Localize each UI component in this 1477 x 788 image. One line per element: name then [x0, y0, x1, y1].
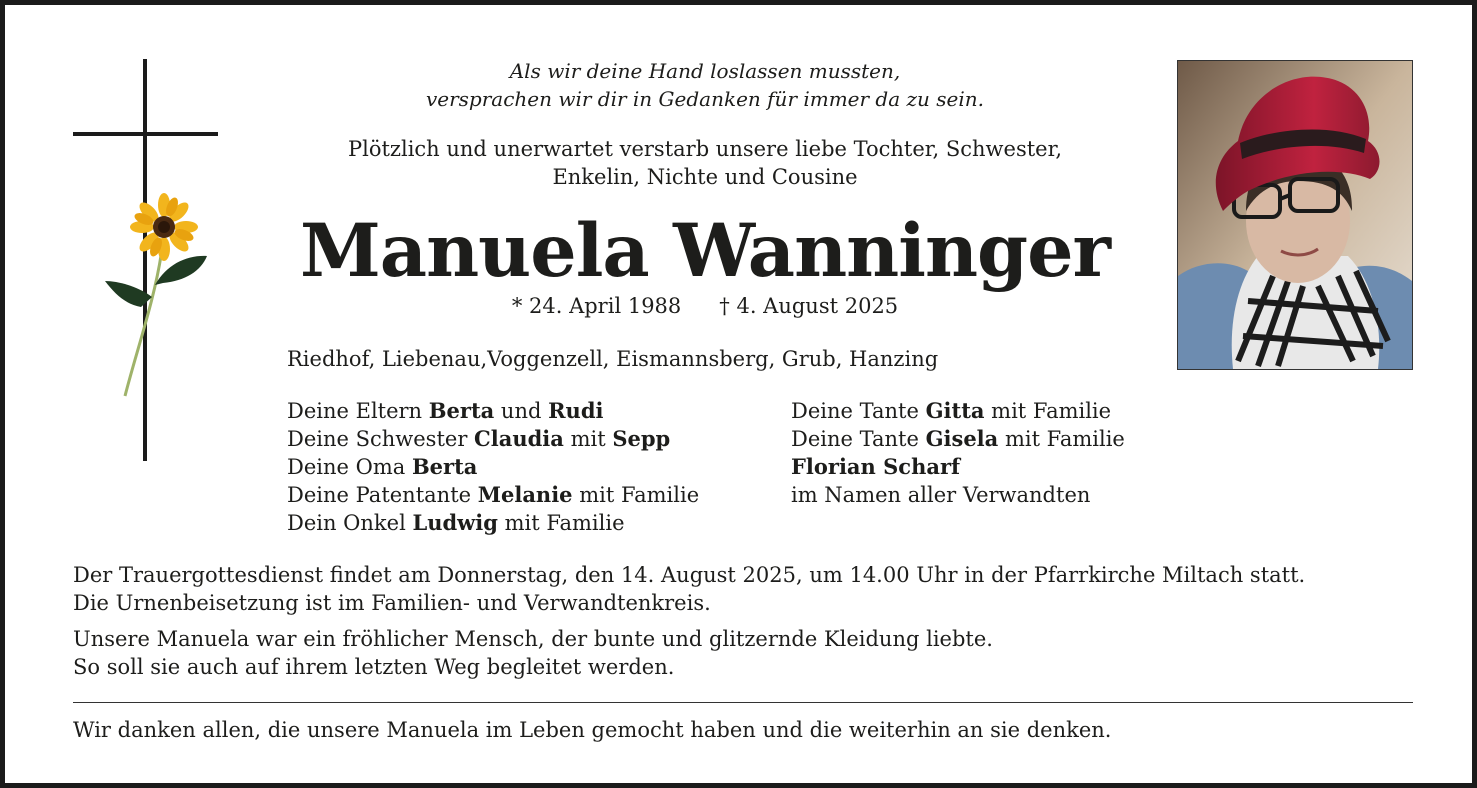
thanks-text: Wir danken allen, die unsere Manuela im Leben gemocht haben und die weiterhin an sie denken.	[73, 718, 1112, 742]
service-info	[73, 561, 1305, 617]
personal-remark	[73, 625, 993, 681]
mourner-line: Deine Tante Gisela mit Familie	[791, 426, 1125, 451]
places-list: Riedhof, Liebenau,Voggenzell, Eismannsberg, Grub, Hanzing	[287, 347, 939, 371]
mourner-line: Deine Eltern Berta und Rudi	[287, 398, 604, 423]
mourner-line: Deine Oma Berta	[287, 454, 478, 479]
sunflower-icon	[105, 193, 207, 396]
mourner-line: Dein Onkel Ludwig mit Familie	[287, 510, 625, 535]
intro-text	[255, 135, 1155, 191]
mourner-line: Deine Schwester Claudia mit Sepp	[287, 426, 671, 451]
cross-with-sunflower	[67, 59, 227, 469]
intro-line-2: Enkelin, Nichte und Cousine	[552, 165, 858, 189]
remark-line-2: So soll sie auch auf ihrem letzten Weg begleitet werden.	[73, 655, 675, 679]
life-dates	[255, 292, 1155, 320]
mourner-line: Deine Tante Gitta mit Familie	[791, 398, 1112, 423]
cross-icon	[67, 59, 227, 469]
birth-date: * 24. April 1988	[511, 294, 682, 318]
mourners-right	[791, 397, 1125, 509]
intro-line-1: Plötzlich und unerwartet verstarb unsere liebe Tochter, Schwester,	[348, 137, 1062, 161]
service-line-2: Die Urnenbeisetzung ist im Familien- und Verwandtenkreis.	[73, 591, 711, 615]
mourner-line: Deine Patentante Melanie mit Familie	[287, 482, 700, 507]
verse	[305, 57, 1105, 113]
mourner-line: Florian Scharf	[791, 454, 961, 479]
death-date: † 4. August 2025	[719, 294, 899, 318]
portrait-image	[1178, 61, 1412, 369]
verse-line-2: versprachen wir dir in Gedanken für immer da zu sein.	[425, 87, 985, 111]
mourner-line: im Namen aller Verwandten	[791, 483, 1091, 507]
deceased-name: Manuela Wanninger	[300, 208, 1110, 294]
service-line-1: Der Trauergottesdienst findet am Donnerstag, den 14. August 2025, um 14.00 Uhr in der Pfarrkirche Miltach statt.	[73, 563, 1306, 587]
remark-line-1: Unsere Manuela war ein fröhlicher Mensch, der bunte und glitzernde Kleidung liebte.	[73, 627, 993, 651]
verse-line-1: Als wir deine Hand loslassen mussten,	[509, 59, 901, 83]
mourners-left	[287, 397, 699, 537]
portrait-photo	[1177, 60, 1413, 370]
divider	[73, 702, 1413, 703]
